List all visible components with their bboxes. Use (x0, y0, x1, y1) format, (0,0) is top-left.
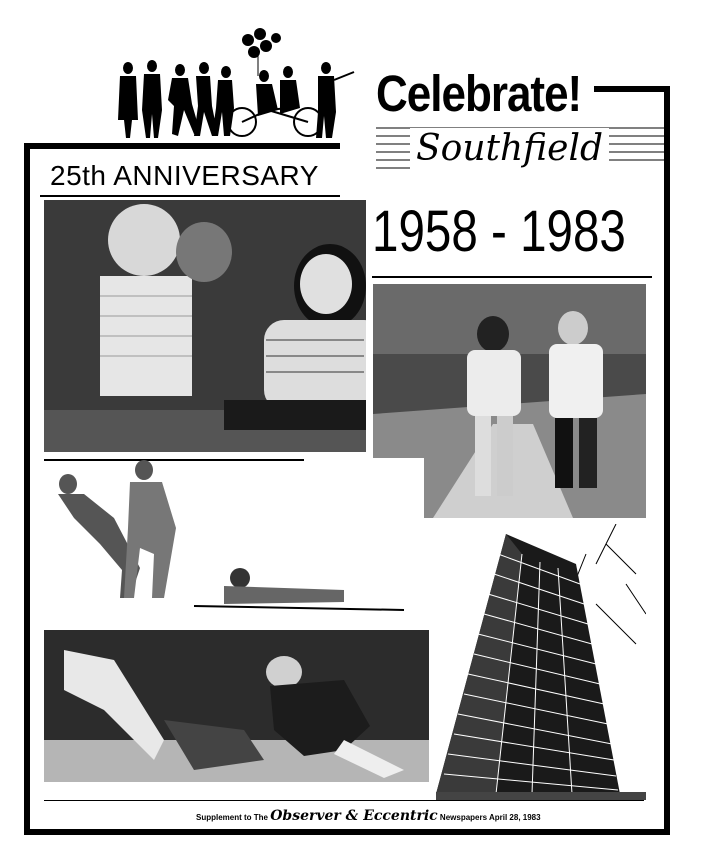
footer-suffix: Newspapers April 28, 1983 (439, 813, 541, 822)
celebrate-title: Celebrate! (376, 66, 582, 123)
years-rule (372, 276, 652, 278)
city-script-title: Southfield (410, 128, 609, 169)
baseball-photo (44, 630, 429, 782)
footer-paper-name: Observer & Eccentric (270, 808, 438, 824)
footer-prefix: Supplement to The (196, 813, 268, 822)
years-title: 1958 - 1983 (372, 199, 626, 264)
footer-credit (196, 808, 541, 824)
frame-right (664, 86, 670, 835)
anniversary-label: 25th ANNIVERSARY (50, 160, 319, 191)
anniversary-rule (40, 195, 340, 197)
frame-top-left (24, 143, 340, 149)
footer-rule (44, 800, 644, 801)
sledding-photo (44, 458, 424, 618)
silhouette-logo (108, 20, 358, 142)
frame-top-right (594, 86, 670, 92)
tower-photo (436, 524, 646, 800)
children-photo (44, 200, 366, 452)
frame-left (24, 143, 30, 835)
frame-bottom (24, 829, 670, 835)
